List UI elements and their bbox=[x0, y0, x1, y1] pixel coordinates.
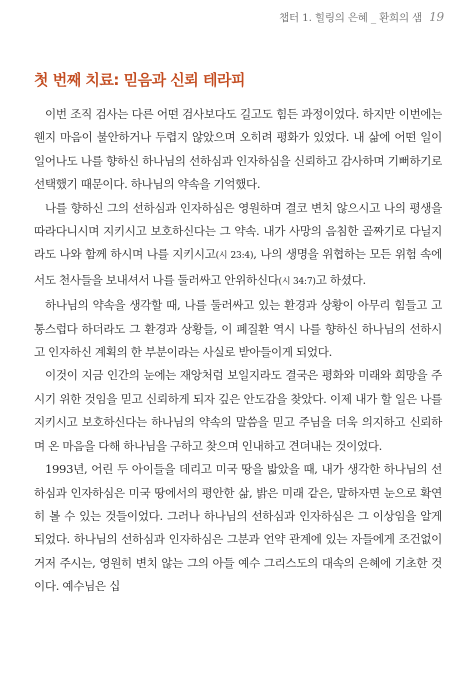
scripture-reference: (시 23:4) bbox=[215, 251, 254, 262]
paragraph: 이것이 지금 인간의 눈에는 재앙처럼 보일지라도 결국은 평화와 미래와 희망을 주시기 위한 것임을 믿고 신뢰하게 되자 깊은 안도감을 찾았다. 이제 내가 할 일은 나를 지키시고 보호하신다는 하나님의 약속의 말씀을 믿고 주님을 더욱 의지하고 신뢰하며 온 마음을 다해 하나님을 구하고 찾으며 인내하고 견뎌내는 것이었다. bbox=[34, 368, 442, 453]
body-text bbox=[34, 103, 442, 599]
paragraph: 1993년, 어린 두 아이들을 데리고 미국 땅을 밟았을 때, 내가 생각한 하나님의 선하심과 인자하심은 미국 땅에서의 평안한 삶, 밝은 미래 같은, 말하자면 눈으로 확연히 볼 수 있는 것들이었다. 그러나 하나님의 선하심과 인자하심은 그 이상임을 알게 되었다. 하나님의 선하심과 인자하심은 그분과 언약 관계에 있는 자들에게 조건없이 거저 주시는, 영원히 변치 않는 그의 아들 예수 그리스도의 대속의 은혜에 기초한 것이다. 예수님은 십 bbox=[34, 462, 442, 594]
paragraph bbox=[34, 197, 442, 295]
header-text: 챕터 1. 힐링의 은혜 _ 환희의 샘 bbox=[279, 12, 422, 24]
scripture-reference: (시 34:7) bbox=[278, 276, 316, 287]
paragraph-text: 나를 향하신 그의 선하심과 인자하심은 영원하며 결코 변치 않으시고 나의 평생을 따라다니시며 지키시고 보호하신다는 그 약속. 내가 사망의 음침한 골짜기로 다닐지라도 나와 함께 하시며 나를 지키시고 bbox=[34, 200, 442, 262]
paragraph: 이번 조직 검사는 다른 어떤 검사보다도 길고도 힘든 과정이었다. 하지만 이번에는 웬지 마음이 불안하거나 두렵지 않았으며 오히려 평화가 있었다. 내 삶에 어떤 일이 일어나도 나를 향하신 하나님의 선하심과 인자하심을 신뢰하고 감사하며 기뻐하기로 선택했기 때문이다. 하나님의 약속을 기억했다. bbox=[34, 107, 442, 192]
paragraph-text: 고 하셨다. bbox=[315, 272, 366, 287]
running-header bbox=[279, 10, 444, 25]
paragraph: 하나님의 약속을 생각할 때, 나를 둘러싸고 있는 환경과 상황이 아무리 힘들고 고통스럽다 하더라도 그 환경과 상황들, 이 폐질환 역시 나를 향하신 하나님의 선하시고 인자하신 계획의 한 부분이라는 사실로 받아들이게 되었다. bbox=[34, 298, 442, 360]
paragraph-text: , 나의 생명을 위협하는 모든 위험 속에서도 천사들을 보내셔서 나를 둘러싸고 안위하신다 bbox=[34, 247, 442, 287]
section-title: 첫 번째 치료: 믿음과 신뢰 테라피 bbox=[34, 71, 245, 89]
page-number: 19 bbox=[429, 10, 444, 24]
